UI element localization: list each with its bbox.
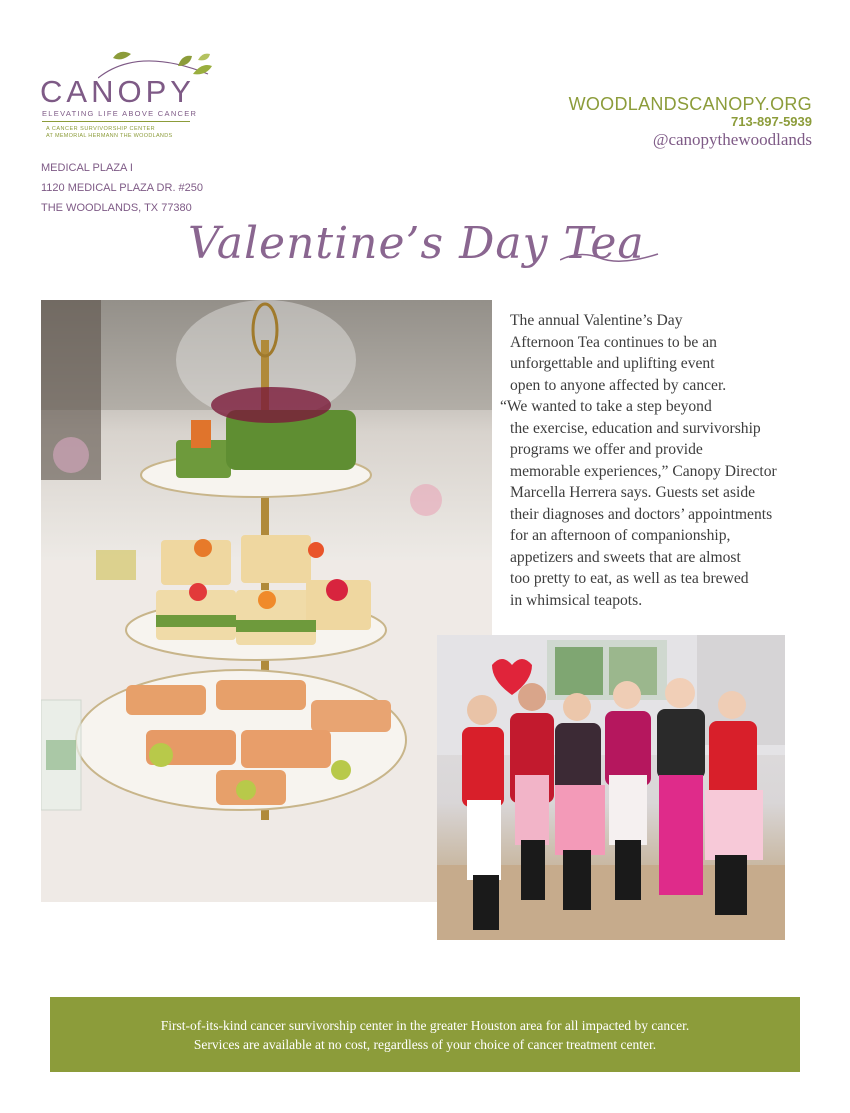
logo-divider bbox=[42, 121, 190, 122]
footer-banner bbox=[50, 997, 800, 1072]
article-line: The annual Valentine’s Day bbox=[510, 312, 683, 329]
article-line: for an afternoon of companionship, bbox=[510, 527, 731, 544]
footer-line-1: First-of-its-kind cancer survivorship center in the greater Houston area for all impacted by cancer. bbox=[160, 1018, 690, 1033]
website-link[interactable]: WOODLANDSCANOPY.ORG bbox=[568, 94, 812, 114]
article-line: appetizers and sweets that are almost bbox=[510, 548, 741, 566]
logo-tagline: ELEVATING LIFE ABOVE CANCER bbox=[42, 109, 198, 118]
article-line: unforgettable and uplifting event bbox=[510, 355, 715, 372]
address-line-2: 1120 MEDICAL PLAZA DR. #250 bbox=[41, 182, 204, 194]
article-text bbox=[500, 310, 830, 611]
article-line: open to anyone affected by cancer. bbox=[510, 376, 727, 394]
article-line: programs we offer and provide bbox=[510, 441, 703, 458]
footer-line-2: Services are available at no cost, regardless of your choice of cancer treatment center. bbox=[193, 1037, 657, 1052]
article-line: Marcella Herrera says. Guests set aside bbox=[510, 484, 756, 501]
phone-number: 713-897-5939 bbox=[731, 114, 812, 129]
article-line: Afternoon Tea continues to be an bbox=[510, 333, 717, 351]
article-line: “We wanted to take a step beyond bbox=[500, 398, 712, 415]
address-block bbox=[41, 158, 203, 218]
contact-block bbox=[569, 94, 812, 150]
page-title: Valentine’s Day Tea bbox=[188, 218, 645, 269]
tea-stand-photo bbox=[41, 300, 492, 902]
article-line: the exercise, education and survivorship bbox=[510, 419, 761, 437]
article-line: memorable experiences,” Canopy Director bbox=[510, 462, 777, 480]
title-flourish-icon bbox=[560, 248, 660, 268]
article-line: their diagnoses and doctors’ appointments bbox=[510, 505, 773, 523]
group-photo bbox=[437, 635, 785, 940]
canopy-logo bbox=[40, 48, 220, 148]
article-line: in whimsical teapots. bbox=[510, 591, 643, 609]
logo-wordmark: CANOPY bbox=[40, 74, 195, 109]
social-handle: @canopythewoodlands bbox=[652, 130, 812, 149]
address-line-3: THE WOODLANDS, TX 77380 bbox=[41, 202, 192, 214]
logo-subtitle-2: AT MEMORIAL HERMANN THE WOODLANDS bbox=[46, 133, 173, 139]
address-line-1: MEDICAL PLAZA I bbox=[41, 162, 133, 174]
article-line: too pretty to eat, as well as tea brewed bbox=[510, 570, 749, 587]
logo-subtitle-1: A CANCER SURVIVORSHIP CENTER bbox=[46, 126, 156, 132]
